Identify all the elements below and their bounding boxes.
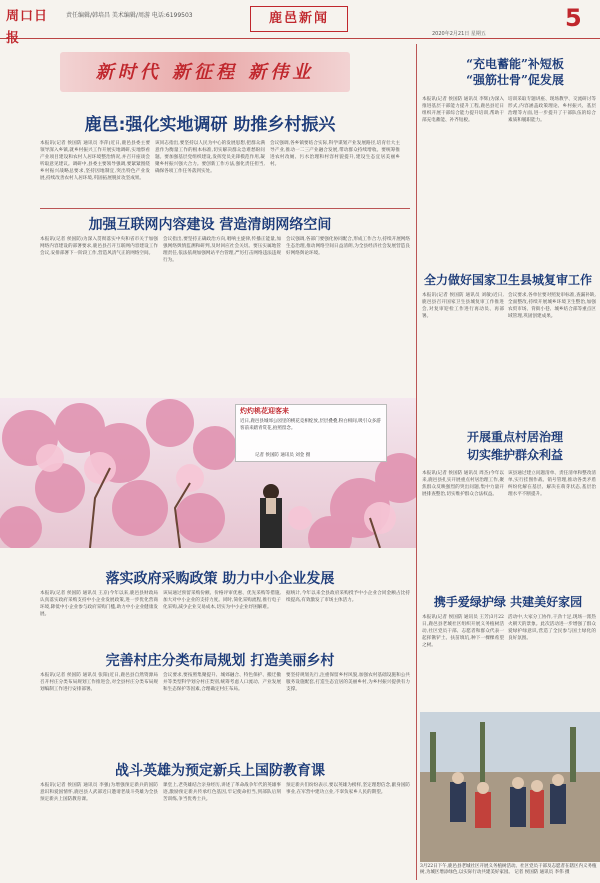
editor-info: 责任编辑/韩培昌 美术编辑/周游 电话:6199503 <box>66 12 193 19</box>
headline-procurement: 落实政府采购政策 助力中小企业发展 <box>105 571 335 587</box>
headline-internet: 加强互联网内容建设 营造清朗网络空间 <box>88 217 332 233</box>
section-title: 鹿邑新闻 <box>250 6 348 32</box>
poem-body: 近日,鹿邑县城郊公园里的桃花竞相绽放,层层叠叠,粉白相间,吸引众多游客前来踏青赏花,拍照留念。 <box>240 419 381 431</box>
tree-planting-photo-art <box>420 712 600 862</box>
internet-article-col-1: 本报讯(记者 侯国防)为深入贯彻落实中央和省市关于加强网络内容建设的部署要求,鹿邑县召开互联网内容建设工作会议,安排部署下一阶段工作,营造风清气正的网络空间。 <box>40 237 158 256</box>
newspaper-logo: 周口日报 <box>6 9 49 46</box>
health-review-col-2: 会议要求,各单位要对照复审标准,查漏补缺,全面整改,持续开展城乡环境卫生整治,加强农贸市场、背街小巷、城乡结合部等重点区域管理,巩固创建成果。 <box>508 293 596 319</box>
village-plan-col-1: 本报讯(记者 侯国防 通讯员 张阳)近日,鹿邑县自然资源局召开村庄分类布局规划工作推进会,对全县村庄分类布局规划编制工作进行安排部署。 <box>40 673 158 692</box>
photo-credit: 记者 侯国防 通讯员 刘金 摄 <box>255 453 311 458</box>
page-number: 5 <box>565 4 582 32</box>
procurement-col-3: 据统计,今年以来全县政府采购授予中小企业合同金额占比持续提高,有效激发了市场主体活力。 <box>286 591 410 603</box>
lead-article-col-2: 该同志指出,要坚持以人民为中心的发展思想,把群众满意作为衡量工作的根本标准,切实解决群众急难愁盼问题。要加强基层党组织建设,发挥党员先锋模范作用,凝聚乡村振兴强大合力。要创新工作方法,强化责任担当,确保各项工作任务落到实处。 <box>155 141 265 174</box>
procurement-col-1: 本报讯(记者 侯国防 通讯员 王京)今年以来,鹿邑县财政局认真落实政府采购支持中小企业发展政策,进一步优化营商环境,降低中小企业参与政府采购门槛,助力中小企业健康发展。 <box>40 591 158 617</box>
headline-village-governance: 开展重点村居治理 切实维护群众利益 <box>466 430 563 462</box>
theme-banner-text: 新时代 新征程 新伟业 <box>95 62 315 83</box>
war-hero-col-1: 本报讯(记者 侯国防 通讯员 李强)为增强预定新兵的国防意识和爱国情怀,鹿邑县人武部近日邀请老战斗英雄为全县预定新兵上国防教育课。 <box>40 783 158 802</box>
lead-article-col-1: 本报讯(记者 侯国防 通讯员 李萍)近日,鹿邑县委主要领导深入乡镇,就乡村振兴工作开展实地调研,实地察看产业项目建设和农村人居环境整治情况,并召开座谈会听取意见建议。调研中,县委主要领导强调,要紧紧围绕乡村振兴战略总要求,坚持因地制宜,突出特色产业发展,持续改善农村人居环境,巩固拓展脱贫攻坚成果。 <box>40 141 150 181</box>
column-divider <box>416 44 417 880</box>
lead-article-col-3: 会议强调,各乡镇要结合实际,科学谋划产业发展路径,培育壮大主导产业,推动一二三产业融合发展,带动群众持续增收。要统筹推进农村改厕、污水治理和村容村貌提升,建设生态宜居美丽乡村。 <box>270 141 400 167</box>
village-plan-col-3: 要坚持规划先行,注重保留乡村风貌,加强农村基础设施和公共服务设施配套,打造生态宜居的美丽乡村,为乡村振兴提供有力支撑。 <box>286 673 410 692</box>
tree-planting-col-2: 活动中,大家分工协作,干劲十足,现场一派热火朝天的景象。此次活动进一步增强了群众爱绿护绿意识,营造了全民参与国土绿化的良好氛围。 <box>508 615 596 641</box>
headline-tree-planting: 携手爱绿护绿 共建美好家园 <box>433 595 583 609</box>
issue-date: 2020年2月21日 星期五 <box>432 31 486 37</box>
internet-article-col-2: 会议指出,要坚持正确政治方向,唱响主旋律,传播正能量,加强网络舆情监测和研判,及时回应社会关切。要压实属地管理责任,依法依规加强网站平台管理,严厉打击网络违法违规行为。 <box>163 237 281 263</box>
tree-planting-photo <box>420 712 600 862</box>
governance-col-2: 该县通过建立问题清单、责任清单和整改清单,实行挂图作战、销号管理,推动各类矛盾纠纷化解在基层、解决在萌芽状态,基层治理水平不断提升。 <box>508 471 596 497</box>
headline-health-review: 全力做好国家卫生县城复审工作 <box>423 273 592 287</box>
lead-headline: 鹿邑:强化实地调研 助推乡村振兴 <box>84 115 336 135</box>
training-col-1: 本报讯(记者 侯国防 通讯员 李辉)为深入推进基层干部能力提升工程,鹿邑县近日组织开展干部综合能力提升培训,帮助干部充电蓄能、补齐短板。 <box>422 97 504 123</box>
tree-planting-col-1: 本报讯(记者 侯国防 通讯员 王芳)3月22日,鹿邑县老城社区组织开展义务植树活动,社区党员干部、志愿者和群众代表一起挥锹铲土、扶苗填坑,种下一棵棵希望之树。 <box>422 615 504 648</box>
divider <box>40 208 410 209</box>
internet-article-col-3: 会议强调,各部门要强化协同配合,形成工作合力,持续开展网络生态治理,推动网络空间日益清朗,为全县经济社会发展营造良好网络舆论环境。 <box>286 237 410 256</box>
headline-village-plan: 完善村庄分类布局规划 打造美丽乡村 <box>105 653 335 669</box>
headline-war-hero: 战斗英雄为预定新兵上国防教育课 <box>115 763 325 779</box>
governance-col-1: 本报讯(记者 侯国防 通讯员 周杰)今年以来,鹿邑县扎实开展重点村居治理工作,聚焦群众反映强烈的突出问题,集中力量开展排查整治,切实维护群众合法权益。 <box>422 471 504 497</box>
tree-planting-caption: 3月22日下午,鹿邑县老城社区开展义务植树活动。社区党员干部及志愿者在辖区内义务植树,为城区增添绿色,以实际行动共建美好家园。 记者 侯国防 通讯员 李伟 摄 <box>420 864 597 875</box>
poem-title: 灼灼桃花迎客来 <box>240 406 289 415</box>
procurement-col-2: 该局通过预留采购份额、价格评审优惠、优先采购等措施,加大对中小企业的支持力度。同时,简化采购流程,推行电子化采购,减少企业交易成本,切实为中小企业纾困解难。 <box>163 591 281 610</box>
war-hero-col-3: 预定新兵们纷纷表示,要以英雄为榜样,坚定理想信念,献身国防事业,在军营中建功立业,不辜负家乡人民的期望。 <box>286 783 410 795</box>
health-review-col-1: 本报讯(记者 侯国防 通讯员 刘敏)近日,鹿邑县召开国家卫生县城复审工作推进会,对复审迎检工作进行再动员、再部署。 <box>422 293 504 319</box>
training-col-2: 培训采取专题讲座、现场教学、交流研讨等形式,内容涵盖政策理论、乡村振兴、基层治理等方面,进一步提升了干部队伍的综合素质和履职能力。 <box>508 97 596 123</box>
war-hero-col-2: 课堂上,老英雄结合亲身经历,讲述了革命战争年代的英雄事迹,激励预定新兵传承红色基因,牢记使命担当,到部队后刻苦训练,争当优秀士兵。 <box>163 783 281 802</box>
headline-training: “充电蓄能”补短板 “强筋壮骨”促发展 <box>466 57 564 87</box>
village-plan-col-2: 会议要求,要按照集聚提升、城郊融合、特色保护、搬迁撤并等类型科学划分村庄类别,统筹考虑人口流动、产业发展和生态保护等因素,合理确定村庄布局。 <box>163 673 281 692</box>
